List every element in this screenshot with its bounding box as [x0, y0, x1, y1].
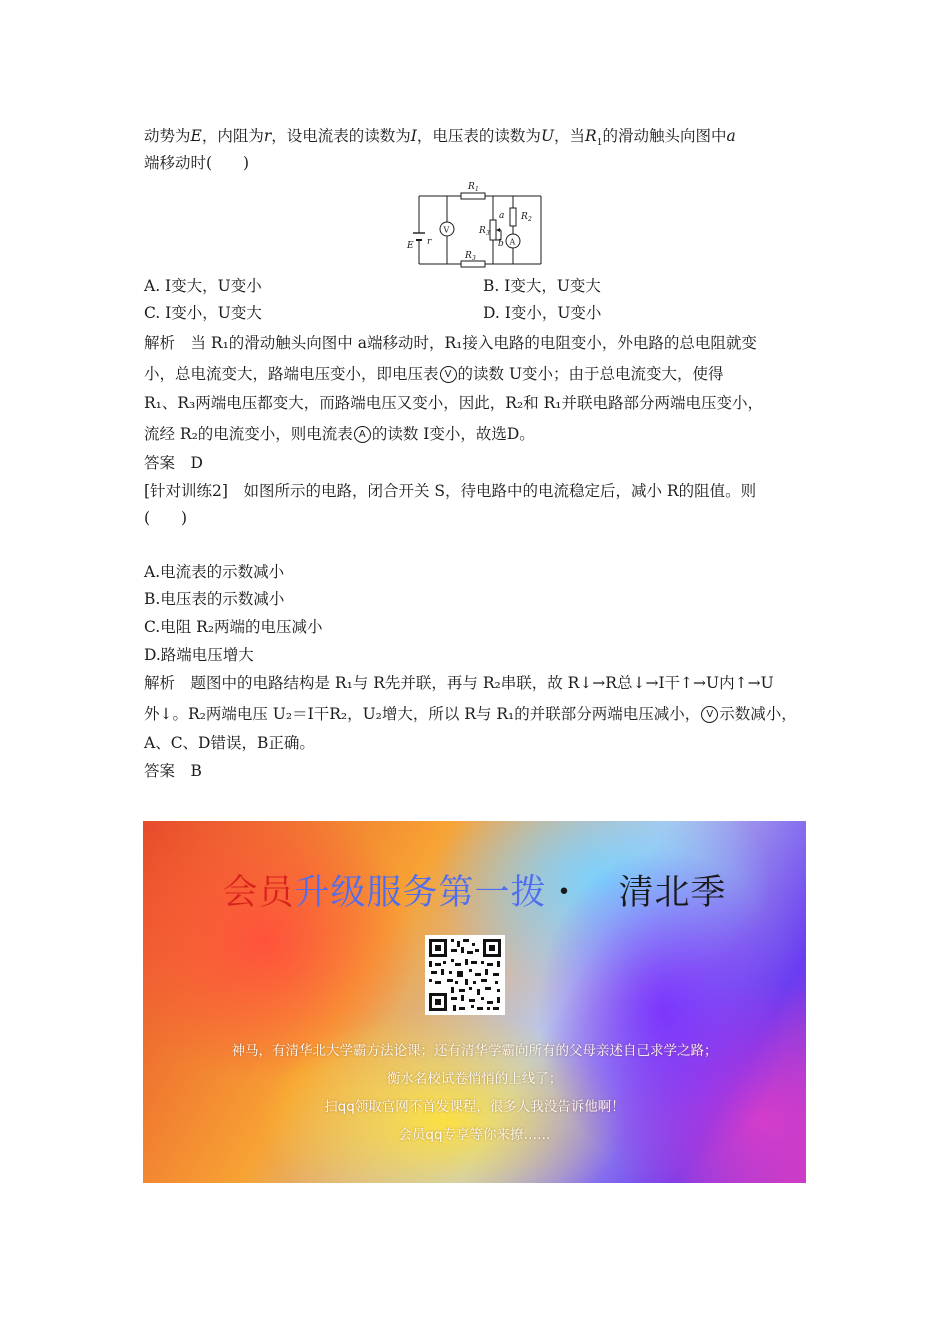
analysis2-line-1: 解析 题图中的电路结构是 R₁与 R先并联，再与 R₂串联，故 R↓→R总↓→I干↑→U内↑→U	[144, 674, 774, 692]
option2-a: A.电流表的示数减小	[144, 563, 285, 581]
voltmeter-icon: V	[701, 706, 718, 723]
label-r1: R	[468, 182, 475, 192]
question2-line-2: ( )	[144, 509, 188, 527]
banner-line-1: 神马，有清华北大学霸方法论课；还有清华学霸向所有的父母亲述自己求学之路；	[231, 1043, 718, 1059]
question-line-2: 端移动时( )	[144, 154, 250, 172]
resistor-r2	[510, 208, 516, 226]
label-r3: R	[465, 251, 472, 261]
option-a: A. I变大，U变小	[144, 277, 262, 295]
voltmeter-icon: V	[440, 366, 457, 383]
circuit-diagram	[405, 178, 553, 270]
label-r1-sub: 1	[475, 186, 479, 193]
analysis2-line-2: 外↓。R₂两端电压 U₂＝I干R₂，U₂增大，所以 R与 R₁的并联部分两端电压减小， V 示数减小，	[144, 705, 797, 723]
label-a-meter: A	[509, 237, 516, 247]
option2-b: B.电压表的示数减小	[144, 590, 285, 608]
option-b: B. I变大，U变大	[483, 277, 601, 295]
label-v: V	[443, 225, 450, 235]
banner-line-3: 扫qq领取官网不首发课程，很多人我没告诉他啊！	[324, 1099, 625, 1115]
option-d: D. I变小，U变小	[483, 304, 602, 322]
label-r2-sub: 2	[528, 216, 532, 223]
analysis1-line-4: 流经 R₂的电流变小，则电流表 A 的读数 I变小，故选D。	[144, 425, 535, 443]
label-r-slider-sub: 3	[486, 230, 490, 237]
qr-code-icon[interactable]	[425, 935, 505, 1015]
label-r-slider: R	[479, 226, 486, 236]
ammeter-icon: A	[354, 426, 371, 443]
option2-c: C.电阻 R₂两端的电压减小	[144, 618, 323, 636]
banner-title: 会员升级服务第一拨・ 清北季	[222, 873, 727, 913]
answer-2: 答案 B	[144, 762, 202, 780]
label-r2: R	[521, 212, 528, 222]
question-line-1: 动势为E，内阻为r，设电流表的读数为I，电压表的读数为U，当$R_1$的滑动触头向图中a	[144, 127, 736, 149]
rheostat-r1	[490, 220, 496, 240]
banner-line-4: 会员qq专享等你来撩……	[398, 1127, 551, 1143]
label-a: a	[499, 211, 505, 221]
banner-line-2: 衡水名校试卷悄悄的上线了；	[386, 1071, 563, 1087]
label-r3-sub: 3	[472, 255, 476, 262]
analysis1-line-3: R₁、R₃两端电压都变大，而路端电压又变小，因此，R₂和 R₁并联电路部分两端电压变小，	[144, 394, 763, 412]
label-b: b	[498, 239, 504, 249]
analysis2-line-3: A、C、D错误，B正确。	[144, 734, 315, 752]
question2-line-1: [针对训练2] 如图所示的电路，闭合开关 S，待电路中的电流稳定后，减小 R的阻值。则	[144, 482, 757, 500]
answer-1: 答案 D	[144, 454, 203, 472]
label-r-internal: r	[427, 237, 432, 247]
resistor-r1-top	[461, 193, 485, 199]
label-e: E	[407, 241, 414, 251]
promo-banner[interactable]	[143, 821, 806, 1183]
analysis1-line-2: 小，总电流变大，路端电压变小，即电压表 V 的读数 U变小；由于总电流变大，使得	[144, 365, 724, 383]
analysis1-line-1: 解析 当 R₁的滑动触头向图中 a端移动时，R₁接入电路的电阻变小，外电路的总电阻就变	[144, 334, 757, 352]
option-c: C. I变小，U变大	[144, 304, 262, 322]
option2-d: D.路端电压增大	[144, 646, 254, 664]
